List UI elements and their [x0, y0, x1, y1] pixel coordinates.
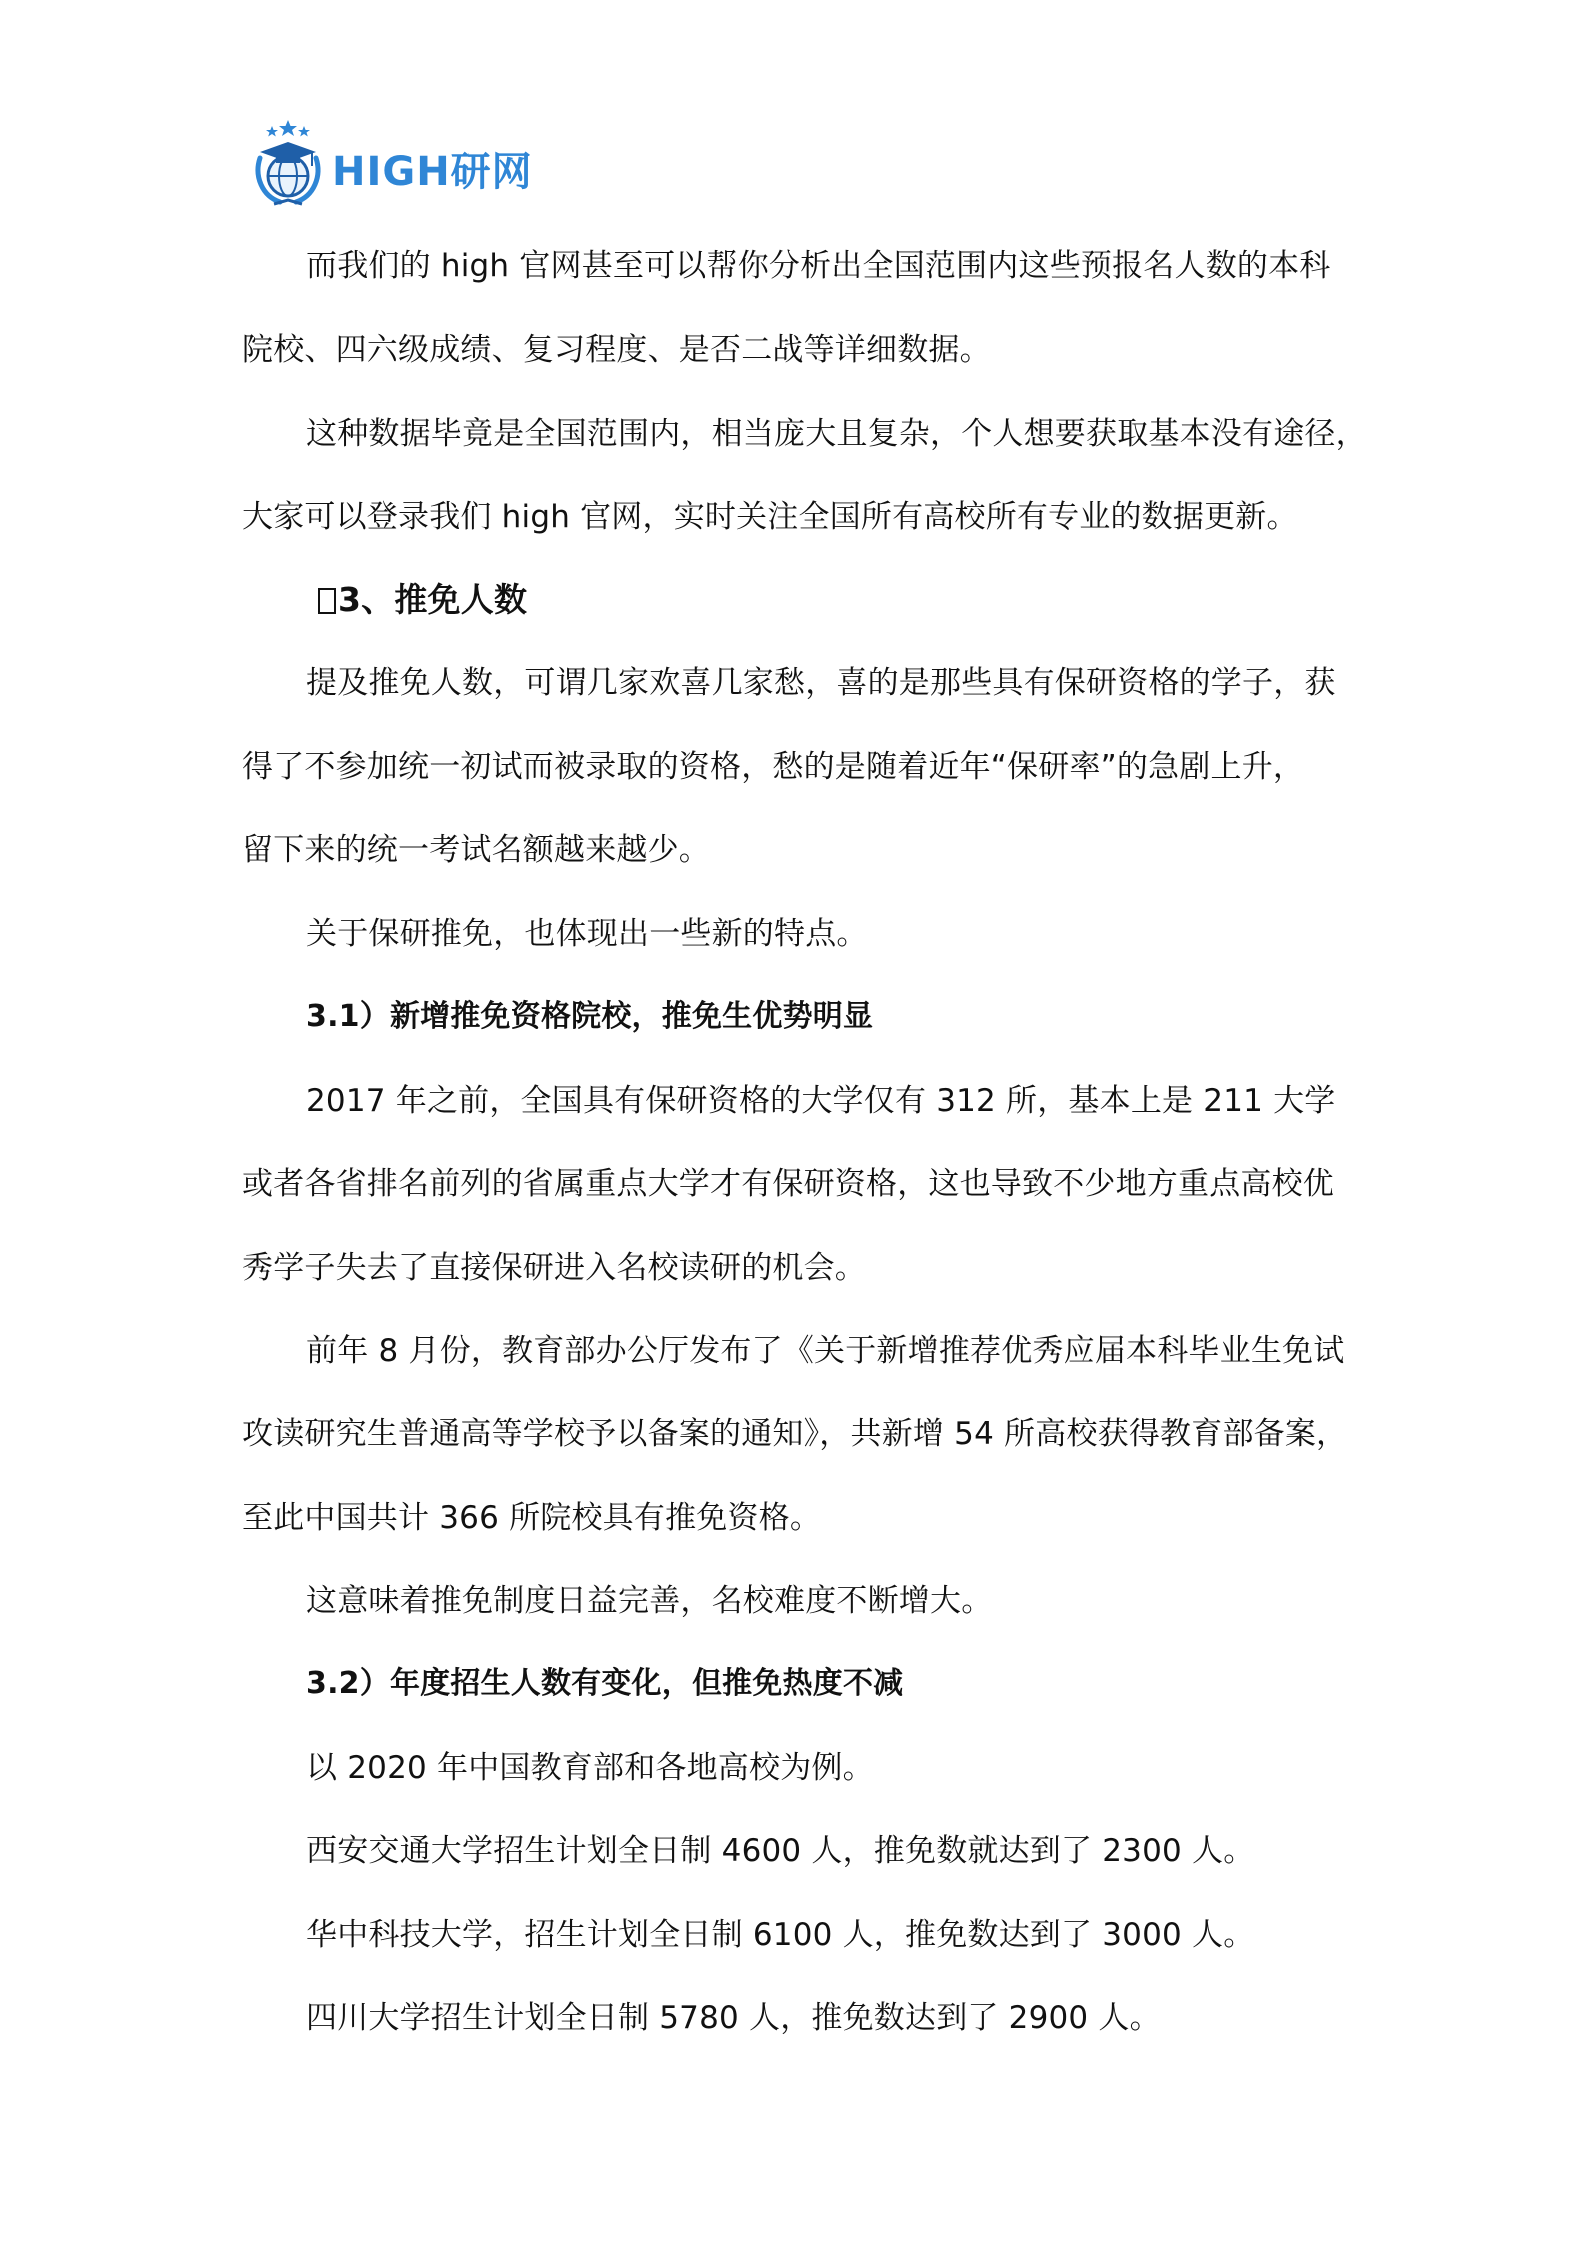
- subsection-heading-3-2: 3.2）年度招生人数有变化，但推免热度不减: [306, 1666, 904, 1701]
- paragraph-2-line-1: 这种数据毕竟是全国范围内，相当庞大且复杂，个人想要获取基本没有途径，: [306, 416, 1367, 452]
- paragraph-7-line-1: 这意味着推免制度日益完善，名校难度不断增大。: [306, 1583, 993, 1619]
- paragraph-3-line-2: 得了不参加统一初试而被录取的资格，愁的是随着近年“保研率”的急剧上升，: [242, 749, 1305, 785]
- paragraph-3-line-3: 留下来的统一考试名额越来越少。: [242, 832, 710, 868]
- paragraph-11-line-1: 四川大学招生计划全日制 5780 人，推免数达到了 2900 人。: [306, 2000, 1161, 2036]
- paragraph-1-line-2: 院校、四六级成绩、复习程度、是否二战等详细数据。: [242, 332, 991, 368]
- paragraph-5-line-3: 秀学子失去了直接保研进入名校读研的机会。: [242, 1250, 866, 1286]
- paragraph-10-line-1: 华中科技大学，招生计划全日制 6100 人，推免数达到了 3000 人。: [306, 1917, 1255, 1953]
- paragraph-9-line-1: 西安交通大学招生计划全日制 4600 人，推免数就达到了 2300 人。: [306, 1833, 1255, 1869]
- paragraph-6-line-2: 攻读研究生普通高等学校予以备案的通知》，共新增 54 所高校获得教育部备案，: [242, 1416, 1348, 1452]
- missing-glyph-box-icon: [318, 588, 336, 614]
- paragraph-6-line-3: 至此中国共计 366 所院校具有推免资格。: [242, 1500, 822, 1536]
- graduation-cap-globe-icon: [246, 118, 330, 210]
- section-heading-3: [318, 580, 527, 620]
- subsection-heading-3-1: 3.1）新增推免资格院校，推免生优势明显: [306, 999, 874, 1034]
- paragraph-8-line-1: 以 2020 年中国教育部和各地高校为例。: [306, 1750, 874, 1786]
- logo: [246, 118, 546, 210]
- section-heading-3-text: 3、推免人数: [338, 580, 528, 619]
- paragraph-1-line-1: 而我们的 high 官网甚至可以帮你分析出全国范围内这些预报名人数的本科: [306, 248, 1331, 284]
- paragraph-5-line-1: 2017 年之前，全国具有保研资格的大学仅有 312 所，基本上是 211 大学: [306, 1083, 1336, 1119]
- paragraph-2-line-2: 大家可以登录我们 high 官网，实时关注全国所有高校所有专业的数据更新。: [242, 499, 1298, 535]
- paragraph-6-line-1: 前年 8 月份，教育部办公厅发布了《关于新增推荐优秀应届本科毕业生免试: [306, 1333, 1345, 1369]
- paragraph-5-line-2: 或者各省排名前列的省属重点大学才有保研资格，这也导致不少地方重点高校优: [242, 1166, 1334, 1202]
- paragraph-4-line-1: 关于保研推免，也体现出一些新的特点。: [306, 916, 868, 952]
- logo-text: HIGH研网: [332, 149, 533, 195]
- paragraph-3-line-1: 提及推免人数，可谓几家欢喜几家愁，喜的是那些具有保研资格的学子，获: [306, 665, 1336, 701]
